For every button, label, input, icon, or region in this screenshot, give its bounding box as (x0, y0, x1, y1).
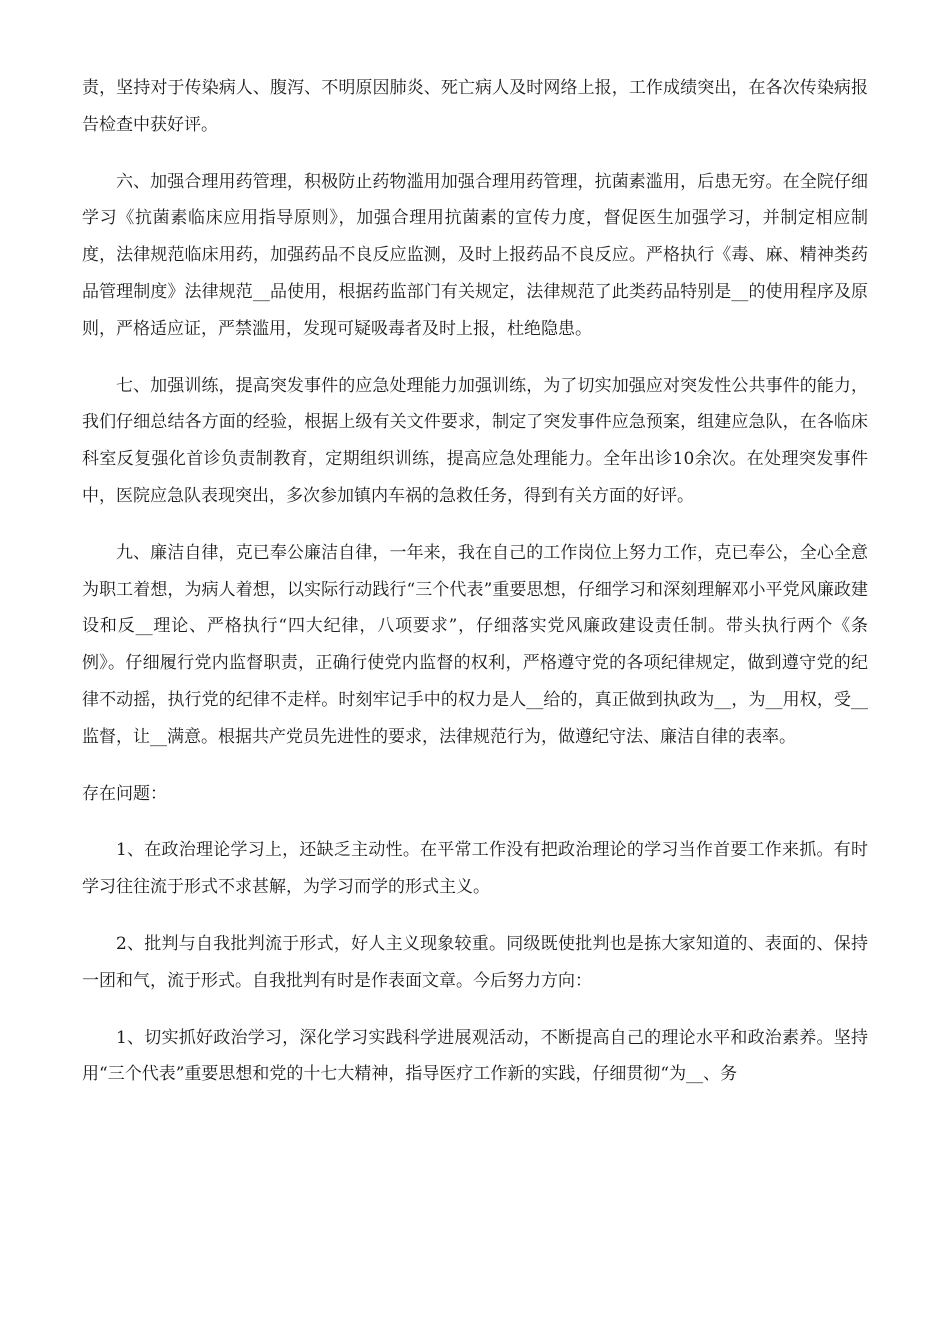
paragraph-continued-report: 责，坚持对于传染病人、腹泻、不明原因肺炎、死亡病人及时网络上报，工作成绩突出，在各次传染病报告检查中获好评。 (82, 78, 868, 135)
paragraph-section-seven: 七、加强训练，提高突发事件的应急处理能力加强训练，为了切实加强应对突发性公共事件的能力，我们仔细总结各方面的经验，根据上级有关文件要求，制定了突发事件应急预案，组建应急队，在各临床科室反复强化首诊负责制教育，定期组织训练，提高应急处理能力。全年出诊10余次。在处理突发事件中，医院应急队表现突出，多次参加镇内车祸的急救任务，得到有关方面的好评。 (82, 375, 868, 506)
paragraph-problem-one: 1、在政治理论学习上，还缺乏主动性。在平常工作没有把政治理论的学习当作首要工作来抓。有时学习往往流于形式不求甚解，为学习而学的形式主义。 (82, 840, 868, 898)
paragraph-problem-two: 2、批判与自我批判流于形式，好人主义现象较重。同级既使批判也是拣大家知道的、表面的、保持一团和气，流于形式。自我批判有时是作表面文章。今后努力方向： (82, 933, 868, 991)
paragraph-section-nine: 九、廉洁自律，克已奉公廉洁自律，一年来，我在自己的工作岗位上努力工作，克已奉公，全心全意为职工着想，为病人着想，以实际行动践行“三个代表”重要思想，仔细学习和深刻理解邓小平党风廉政建设和反__理论、严格执行“四大纪律，八项要求”，仔细落实党风廉政建设责任制。带头执行两个《条例》。仔细履行党内监督职责，正确行使党内监督的权利，严格遵守党的各项纪律规定，做到遵守党的纪律不动摇，执行党的纪律不走样。时刻牢记手中的权力是人__给的，真正做到执政为__，为__用权，受__监督，让__满意。根据共产党员先进性的要求，法律规范行为，做遵纪守法、廉洁自律的表率。 (82, 542, 868, 747)
document-body (82, 70, 868, 1113)
heading-existing-problems: 存在问题： (82, 783, 167, 804)
paragraph-section-six: 六、加强合理用药管理，积极防止药物滥用加强合理用药管理，抗菌素滥用，后患无穷。在全院仔细学习《抗菌素临床应用指导原则》，加强合理用抗菌素的宣传力度，督促医生加强学习，并制定相应制度，法律规范临床用药，加强药品不良反应监测，及时上报药品不良反应。严格执行《毒、麻、精神类药品管理制度》法律规范__品使用，根据药监部门有关规定，法律规范了此类药品特别是__的使用程序及原则，严格适应证，严禁滥用，发现可疑吸毒者及时上报，杜绝隐患。 (82, 171, 868, 339)
paragraph-direction-one: 1、切实抓好政治学习，深化学习实践科学进展观活动，不断提高自己的理论水平和政治素养。坚持用“三个代表”重要思想和党的十七大精神，指导医疗工作新的实践，仔细贯彻“为__、务 (82, 1027, 868, 1085)
